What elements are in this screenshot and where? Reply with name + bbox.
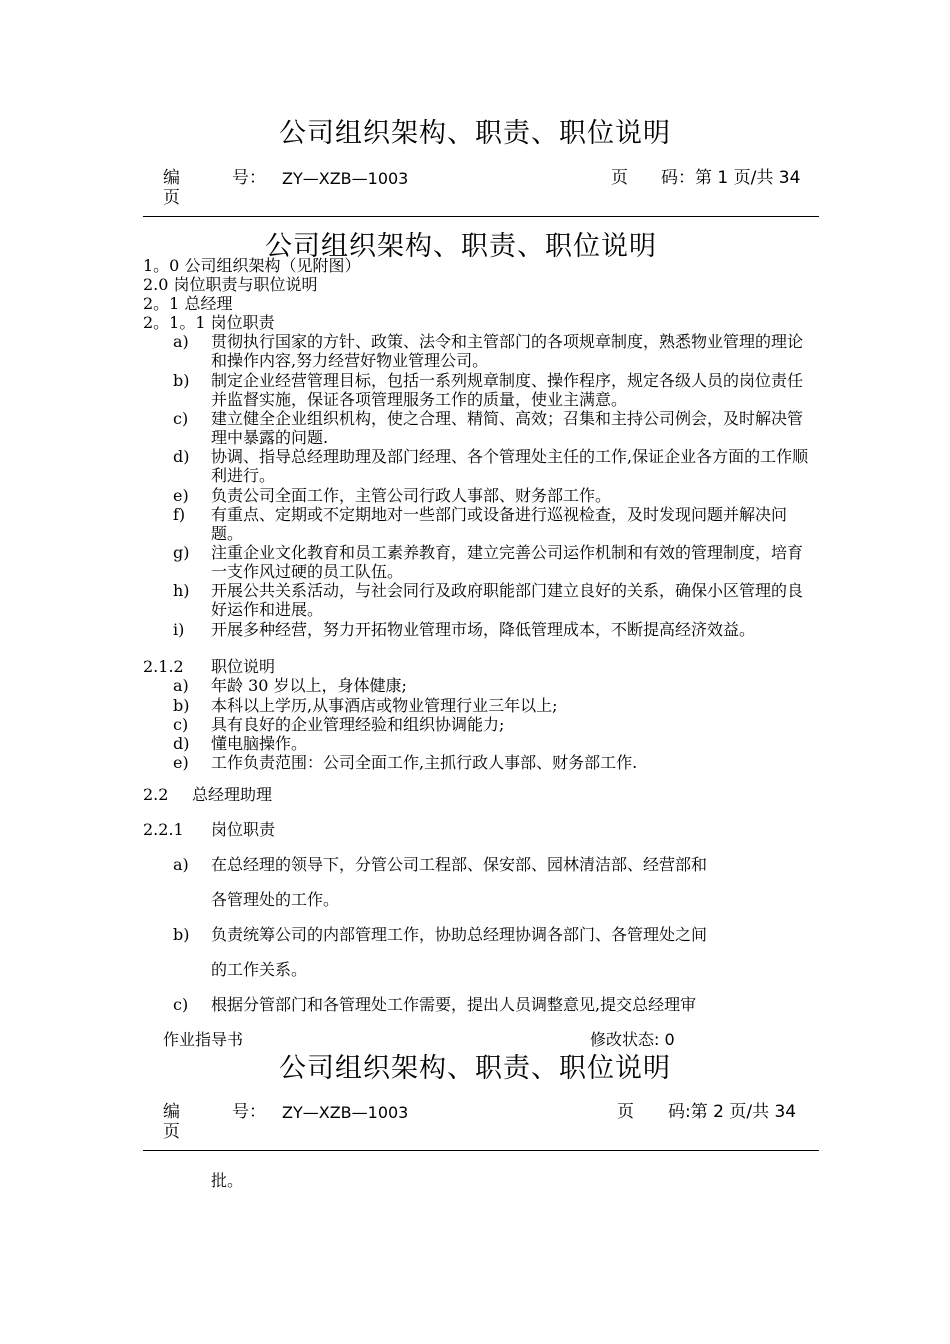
page2-doc-code-label-suffix: 号： — [232, 1102, 266, 1122]
page2-page-number: 码:第 2 页/共 34 — [668, 1102, 797, 1122]
header-divider — [143, 216, 819, 217]
list-label: b) — [173, 371, 190, 390]
list-label: c) — [173, 715, 189, 734]
section-2-0: 2.0 岗位职责与职位说明 — [143, 275, 318, 294]
list-label: f) — [173, 505, 186, 524]
list-label: b) — [173, 696, 190, 715]
section-2-2-number: 2.2 — [143, 785, 169, 804]
page2-header-title: 公司组织架构、职责、职位说明 — [279, 1053, 671, 1084]
list-label: a) — [173, 855, 189, 874]
list-label: a) — [173, 332, 189, 351]
list-label: b) — [173, 925, 190, 944]
page2-page-label: 页 — [617, 1102, 634, 1122]
section-2-1-1: 2。1。1 岗位职责 — [143, 313, 275, 332]
list-item: 具有良好的企业管理经验和组织协调能力; — [211, 715, 505, 734]
list-label: i) — [173, 620, 185, 639]
page-header-title: 公司组织架构、职责、职位说明 — [279, 118, 671, 149]
list-item: 协调、指导总经理助理及部门经理、各个管理处主任的工作,保证企业各方面的工作顺利进行。 — [211, 447, 809, 485]
doc-code-label-suffix: 号： — [232, 168, 266, 188]
footer-left: 作业指导书 — [163, 1030, 244, 1049]
list-item: 负责统筹公司的内部管理工作，协助总经理协调各部门、各管理处之间 — [211, 925, 708, 944]
page-label: 页 — [611, 168, 628, 188]
list-item: 懂电脑操作。 — [211, 734, 308, 753]
doc-code-label: 编 — [163, 168, 180, 188]
list-item: 本科以上学历,从事酒店或物业管理行业三年以上; — [211, 696, 558, 715]
list-item: 制定企业经营管理目标，包括一系列规章制度、操作程序，规定各级人员的岗位责任并监督实施，保证各项管理服务工作的质量，使业主满意。 — [211, 371, 804, 409]
section-2-1-2-title: 职位说明 — [211, 657, 276, 676]
list-label: e) — [173, 753, 189, 772]
page2-doc-code-value: ZY—XZB—1003 — [282, 1103, 409, 1122]
list-item: 注重企业文化教育和员工素养教育，建立完善公司运作机制和有效的管理制度，培育一支作风过硬的员工队伍。 — [211, 543, 804, 581]
section-2-2-1-number: 2.2.1 — [143, 820, 184, 839]
section-1-0: 1。0 公司组织架构（见附图） — [143, 256, 361, 275]
list-label: c) — [173, 409, 189, 428]
doc-code-value: ZY—XZB—1003 — [282, 169, 409, 188]
list-item-continued: 各管理处的工作。 — [211, 890, 340, 909]
list-label: d) — [173, 734, 190, 753]
list-item: 贯彻执行国家的方针、政策、法令和主管部门的各项规章制度，熟悉物业管理的理论和操作内容,努力经营好物业管理公司。 — [211, 332, 804, 370]
page2-page-label-wrap: 页 — [163, 1122, 180, 1142]
list-label: d) — [173, 447, 190, 466]
list-item: 建立健全企业组织机构，使之合理、精简、高效；召集和主持公司例会，及时解决管理中暴露的问题. — [211, 409, 804, 447]
list-item: 有重点、定期或不定期地对一些部门或设备进行巡视检查，及时发现问题并解决问题。 — [211, 505, 788, 543]
list-item: 工作负责范围：公司全面工作,主抓行政人事部、财务部工作. — [211, 753, 638, 772]
list-item: 在总经理的领导下，分管公司工程部、保安部、园林清洁部、经营部和 — [211, 855, 708, 874]
page-label-wrap: 页 — [163, 188, 180, 208]
section-2-1: 2。1 总经理 — [143, 294, 233, 313]
page-number: 码：第 1 页/共 34 — [661, 168, 801, 188]
list-item-continued: 的工作关系。 — [211, 960, 308, 979]
list-label: c) — [173, 995, 189, 1014]
section-2-1-2-number: 2.1.2 — [143, 657, 184, 676]
list-item: 开展多种经营，努力开拓物业管理市场，降低管理成本，不断提高经济效益。 — [211, 620, 756, 639]
continuation-text: 批。 — [211, 1171, 244, 1190]
footer-right: 修改状态: 0 — [590, 1030, 675, 1049]
list-item: 开展公共关系活动，与社会同行及政府职能部门建立良好的关系，确保小区管理的良好运作和进展。 — [211, 581, 804, 619]
section-2-2-1-title: 岗位职责 — [211, 820, 276, 839]
page2-doc-code-label: 编 — [163, 1102, 180, 1122]
list-item: 根据分管部门和各管理处工作需要，提出人员调整意见,提交总经理审 — [211, 995, 697, 1014]
document-title: 公司组织架构、职责、职位说明 — [265, 231, 657, 262]
list-label: g) — [173, 543, 190, 562]
page2-header-divider — [143, 1150, 819, 1151]
list-label: a) — [173, 676, 189, 695]
list-item: 年龄 30 岁以上，身体健康; — [211, 676, 407, 695]
list-label: h) — [173, 581, 190, 600]
list-item: 负责公司全面工作，主管公司行政人事部、财务部工作。 — [211, 486, 612, 505]
list-label: e) — [173, 486, 189, 505]
section-2-2-title: 总经理助理 — [192, 785, 273, 804]
